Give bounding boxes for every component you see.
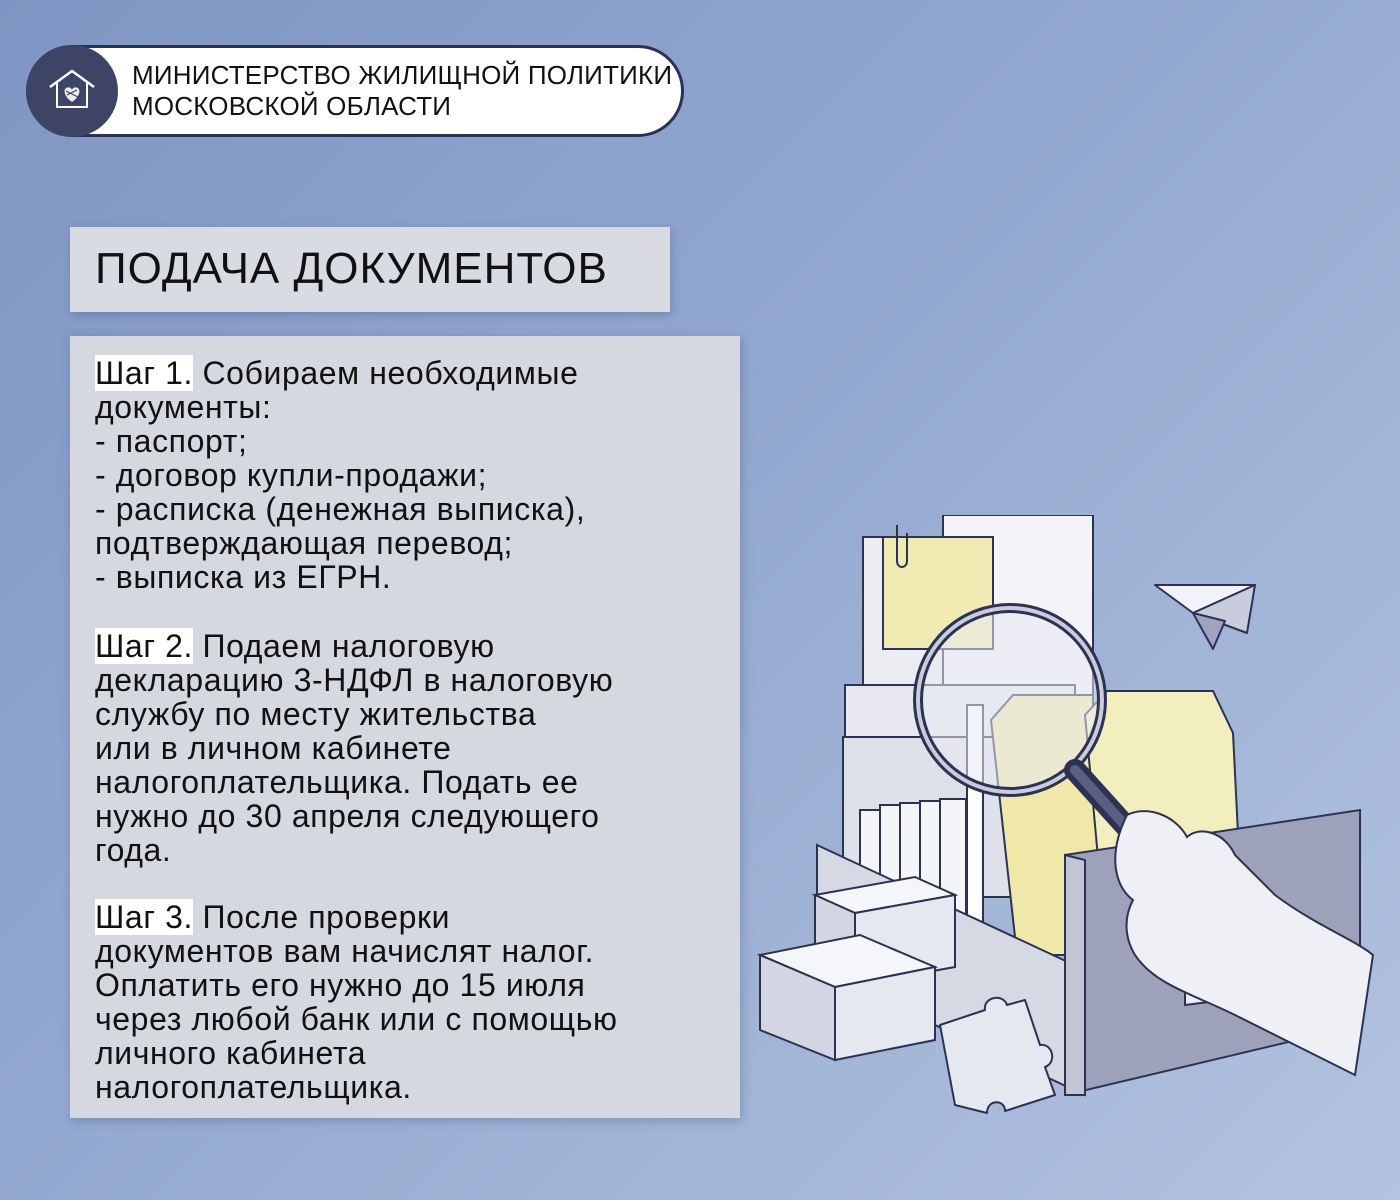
- ministry-name: [132, 60, 677, 122]
- step-line: личного кабинета: [95, 1035, 367, 1071]
- step-line: декларацию 3-НДФЛ в налоговую: [95, 662, 614, 698]
- ministry-name-line-2: МОСКОВСКОЙ ОБЛАСТИ: [132, 91, 452, 121]
- step-line: нужно до 30 апреля следующего: [95, 798, 600, 834]
- step-line: Оплатить его нужно до 15 июля: [95, 967, 586, 1003]
- step-line: - договор купли-продажи;: [95, 457, 488, 493]
- step-text: После проверки: [192, 899, 451, 935]
- step-2: [95, 629, 735, 867]
- step-line: службу по месту жительства: [95, 696, 537, 732]
- step-line: [95, 900, 735, 934]
- step-line: документы:: [95, 389, 272, 425]
- step-line: или в личном кабинете: [95, 730, 452, 766]
- step-line: - паспорт;: [95, 423, 248, 459]
- house-heart-icon: [44, 63, 100, 119]
- step-line: подтверждающая перевод;: [95, 525, 514, 561]
- ministry-logo: [26, 45, 118, 137]
- page-title: ПОДАЧА ДОКУМЕНТОВ: [95, 244, 608, 293]
- step-line: через любой банк или с помощью: [95, 1001, 618, 1037]
- step-line: года.: [95, 832, 172, 868]
- ministry-name-line-1: МИНИСТЕРСТВО ЖИЛИЩНОЙ ПОЛИТИКИ: [132, 60, 673, 90]
- step-line: документов вам начислят налог.: [95, 933, 595, 969]
- step-3: [95, 900, 735, 1104]
- step-line: налогоплательщика. Подать ее: [95, 764, 579, 800]
- paper-plane-icon: [1155, 585, 1255, 649]
- step-text: Подаем налоговую: [192, 628, 495, 664]
- step-line: [95, 356, 735, 390]
- step-line: [95, 629, 735, 663]
- documents-illustration: [755, 515, 1375, 1115]
- step-line: - расписка (денежная выписка),: [95, 491, 586, 527]
- step-label: Шаг 2.: [95, 628, 193, 664]
- step-line: налогоплательщика.: [95, 1069, 412, 1105]
- step-text: Собираем необходимые: [192, 355, 579, 391]
- step-label: Шаг 3.: [95, 899, 193, 935]
- step-1: [95, 356, 735, 594]
- block-steps: [760, 877, 955, 1060]
- step-label: Шаг 1.: [95, 355, 193, 391]
- step-line: - выписка из ЕГРН.: [95, 559, 392, 595]
